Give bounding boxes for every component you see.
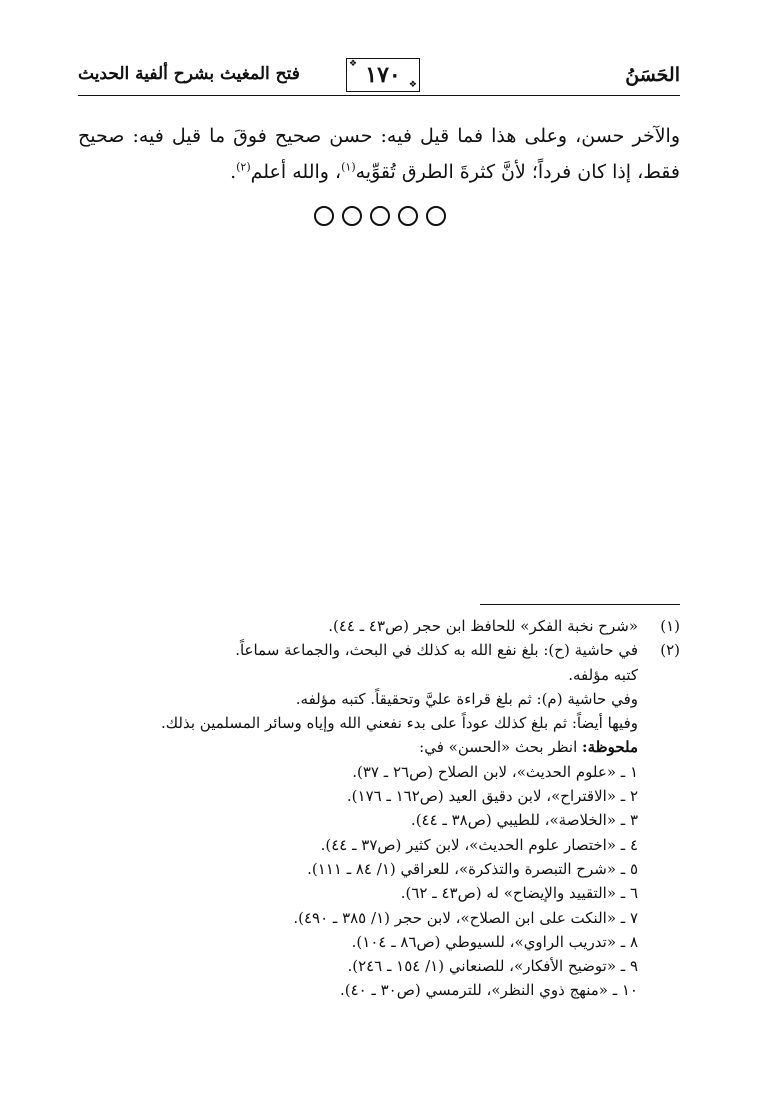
book-title: فتح المغيث بشرح ألفية الحديث	[78, 64, 300, 84]
running-header	[78, 58, 680, 100]
main-text-line: .	[230, 161, 237, 183]
page-number: ١٧٠	[365, 62, 401, 88]
circle-icon	[314, 206, 334, 226]
reference-item: ٨ ـ «تدريب الراوي»، للسيوطي (ص٨٦ ـ ١٠٤).	[351, 932, 638, 951]
section-title: الحَسَنُ	[625, 64, 680, 86]
circle-icon	[398, 206, 418, 226]
reference-item: ١ ـ «علوم الحديث»، لابن الصلاح (ص٢٦ ـ ٣٧).	[352, 762, 638, 781]
footnote-number: (١)	[660, 617, 680, 635]
reference-item: ٤ ـ «اختصار علوم الحديث»، لابن كثير (ص٣٧ ـ ٤٤).	[320, 835, 638, 854]
footnote-number: (٢)	[660, 641, 680, 660]
main-text-line: والآخر حسن، وعلى هذا فما قيل فيه: حسن صحيح فوقَ ما قيل فيه: صحيح	[78, 125, 680, 147]
footnote-1	[78, 614, 680, 638]
circle-icon	[370, 206, 390, 226]
note-line	[78, 735, 680, 759]
footnote-rule	[480, 604, 680, 605]
reference-item: ٢ ـ «الاقتراح»، لابن دقيق العيد (ص١٦٢ ـ ١٧٦).	[346, 787, 638, 806]
reference-item: ٥ ـ «شرح التبصرة والتذكرة»، للعراقي (١/ ٨٤ ـ ١١١).	[307, 859, 638, 878]
footnote-text: في حاشية (ح): بلغ نفع الله به كذلك في البحث، والجماعة سماعاً.	[235, 641, 638, 660]
footnote-2	[78, 638, 680, 662]
ornament-icon: ❖	[408, 80, 417, 90]
footnotes	[78, 614, 680, 1003]
reference-item: ٣ ـ «الخلاصة»، للطيبي (ص٣٨ ـ ٤٤).	[410, 811, 638, 830]
circle-icon	[342, 206, 362, 226]
section-separator	[0, 206, 760, 226]
note-text: انظر بحث «الحسن» في:	[419, 738, 583, 757]
footnote-text: «شرح نخبة الفكر» للحافظ ابن حجر (ص٤٣ ـ ٤٤).	[328, 617, 638, 635]
footnote-line: كتبه مؤلفه.	[568, 665, 638, 684]
header-rule	[78, 95, 680, 96]
footnote-ref-1[interactable]: (١)	[341, 160, 356, 174]
main-text-line: فقط، إذا كان فرداً؛ لأنَّ كثرةَ الطرق تُقوِّيه	[355, 161, 680, 183]
reference-item: ٩ ـ «توضيح الأفكار»، للصنعاني (١/ ١٥٤ ـ ٢٤٦).	[347, 957, 638, 976]
footnote-line: وفي حاشية (م): ثم بلغ قراءة عليَّ وتحقيقاً. كتبه مؤلفه.	[295, 689, 638, 708]
footnote-line: وفيها أيضاً: ثم بلغ كذلك عوداً على بدء نفعني الله وإياه وسائر المسلمين بذلك.	[161, 714, 638, 733]
ornament-icon: ❖	[349, 59, 358, 69]
main-text-line: ، والله أعلم	[250, 161, 342, 183]
footnote-ref-2[interactable]: (٢)	[236, 160, 251, 174]
main-paragraph	[78, 118, 680, 190]
reference-item: ٦ ـ «التقييد والإيضاح» له (ص٤٣ ـ ٦٢).	[400, 884, 638, 903]
note-label: ملحوظة:	[582, 738, 638, 757]
circle-icon	[426, 206, 446, 226]
reference-item: ١٠ ـ «منهج ذوي النظر»، للترمسي (ص٣٠ ـ ٤٠).	[339, 981, 638, 1000]
reference-item: ٧ ـ «النكت على ابن الصلاح»، لابن حجر (١/ ٣٨٥ ـ ٤٩٠).	[293, 908, 638, 927]
page-number-box	[346, 58, 420, 92]
